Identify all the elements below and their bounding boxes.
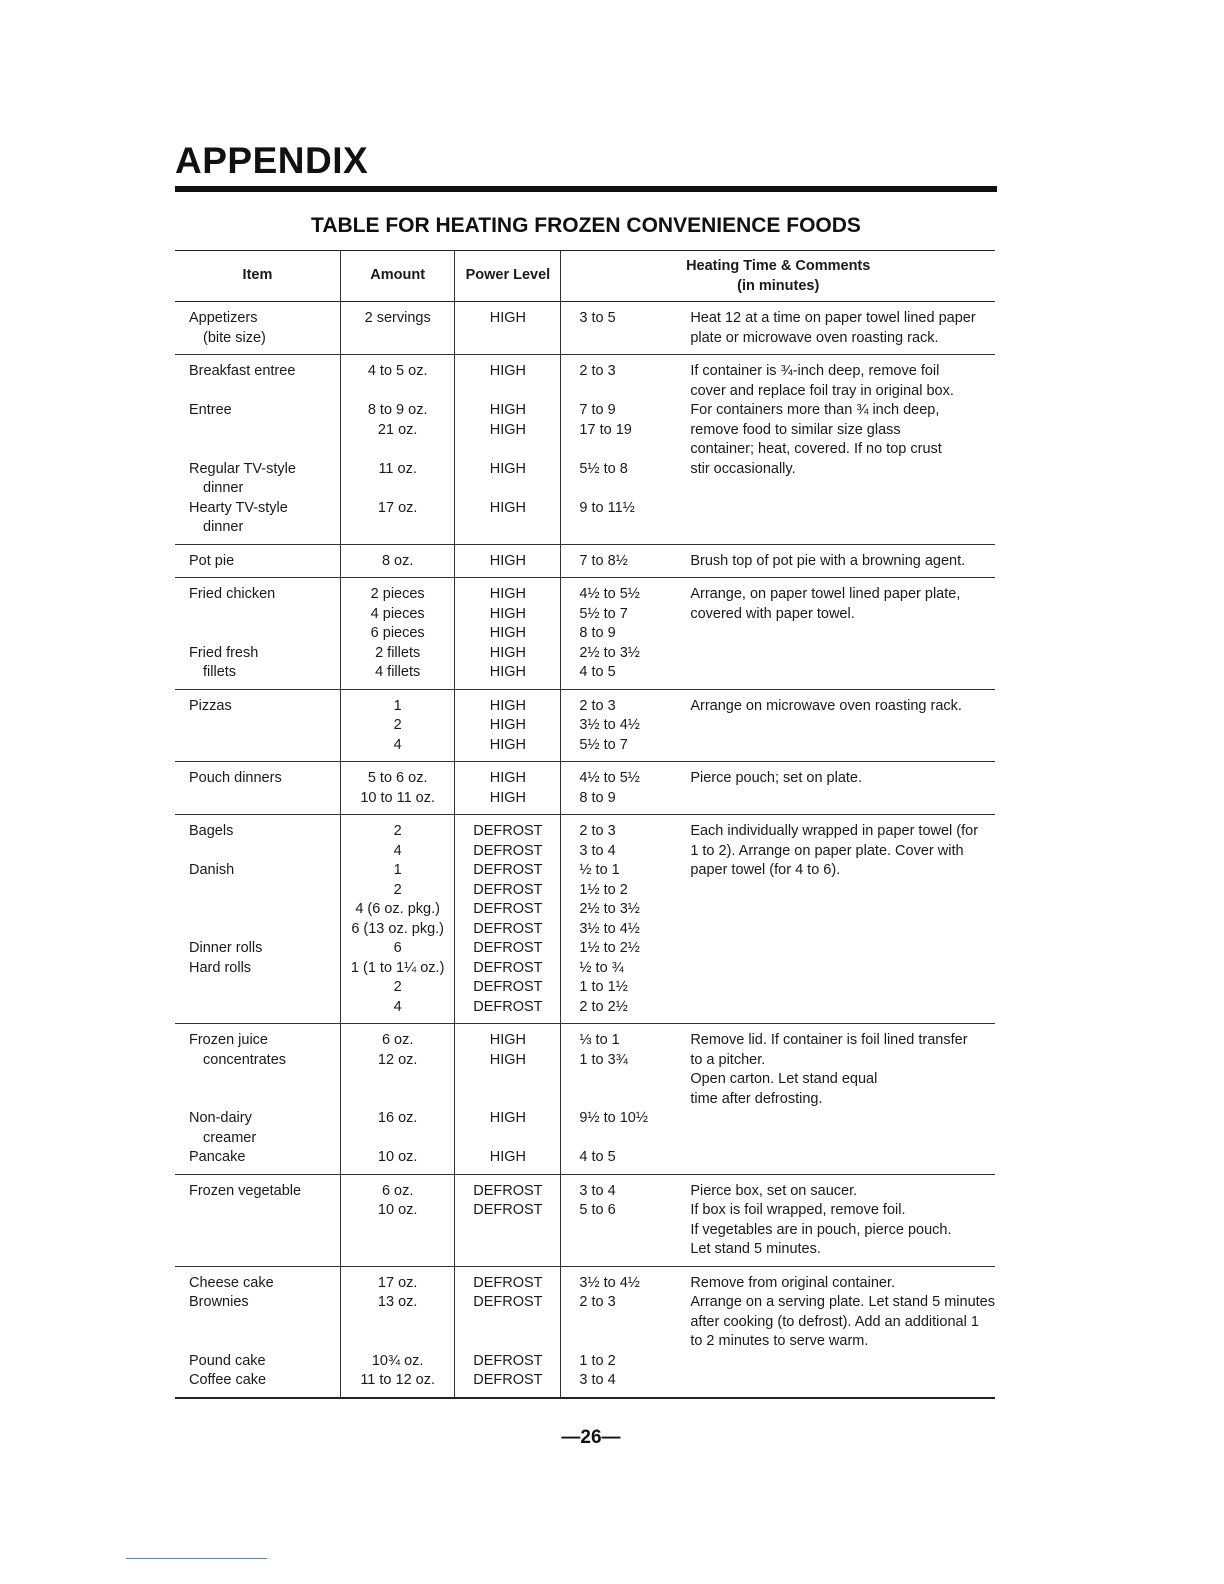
item-name [189, 842, 340, 862]
power-level [455, 1070, 560, 1090]
power-level [455, 518, 560, 538]
amount-cell [340, 544, 454, 578]
item-name [189, 382, 340, 402]
amount-value: 10 oz. [377, 1202, 418, 1218]
power-level: HIGH [489, 789, 527, 806]
comment-line: Each individually wrapped in paper towel (for [690, 823, 979, 839]
heating-time: 3½ to 4½ [579, 920, 640, 937]
item-name [189, 998, 340, 1018]
comment-line: Heat 12 at a time on paper towel lined paper [690, 310, 976, 326]
item-name [189, 900, 340, 920]
table-title: TABLE FOR HEATING FROZEN CONVENIENCE FOODS [311, 214, 861, 237]
comment-line: Let stand 5 minutes. [690, 1241, 821, 1257]
heating-time: 8 to 9 [579, 625, 616, 641]
amount-value: 2 [393, 823, 402, 839]
item-name: Pancake [189, 1149, 246, 1165]
power-level: HIGH [489, 586, 527, 602]
heating-time: 4 to 5 [579, 1149, 616, 1165]
item-cell [175, 762, 340, 815]
table-row [175, 815, 995, 1024]
power-column-header: Power Level [455, 251, 561, 302]
item-name: Pound cake [189, 1352, 266, 1369]
heating-column-header [561, 251, 995, 302]
amount-value: 4 [393, 842, 402, 859]
heating-time: 7 to 9 [579, 402, 616, 418]
amount-value [341, 479, 454, 499]
power-level: HIGH [489, 460, 527, 477]
item-name: Pot pie [189, 552, 235, 569]
comment-line: plate or microwave oven roasting rack. [690, 329, 939, 346]
item-name [189, 421, 340, 441]
item-name: Hearty TV-style [189, 499, 288, 516]
amount-value: 17 oz. [377, 1274, 418, 1291]
comment-line: after cooking (to defrost). Add an additional 1 [690, 1313, 979, 1330]
comment-line: 1 to 2). Arrange on paper plate. Cover with [690, 842, 964, 859]
heating-time: 9½ to 10½ [579, 1110, 648, 1126]
heating-time: 1½ to 2 [579, 881, 628, 898]
power-level: HIGH [489, 717, 527, 733]
time-cell [561, 815, 690, 1024]
comments-cell [690, 689, 995, 762]
comment-line: cover and replace foil tray in original box. [690, 382, 954, 399]
amount-value [341, 440, 454, 460]
item-name [189, 1090, 340, 1110]
comment-line: to a pitcher. [690, 1051, 766, 1068]
heating-time: 2 to 2½ [579, 998, 628, 1015]
power-level [455, 1313, 560, 1333]
power-level: DEFROST [473, 862, 543, 878]
item-name: creamer [203, 1129, 257, 1146]
amount-value: 11 oz. [378, 460, 417, 477]
heating-time: 17 to 19 [579, 421, 632, 438]
item-name: fillets [203, 664, 237, 680]
heating-time: 4½ to 5½ [579, 586, 640, 602]
power-cell [455, 578, 561, 690]
amount-cell [340, 1024, 454, 1175]
power-level: DEFROST [473, 901, 543, 917]
amount-value: 8 oz. [381, 552, 414, 569]
item-name: dinner [203, 519, 244, 535]
comment-line: For containers more than ¾ inch deep, [690, 402, 940, 418]
heating-time: 3½ to 4½ [579, 717, 640, 733]
heating-time: 2 to 3 [579, 697, 616, 714]
item-cell [175, 815, 340, 1024]
item-cell [175, 544, 340, 578]
comment-line: time after defrosting. [690, 1090, 823, 1107]
power-level [455, 382, 560, 402]
amount-value: 4 fillets [375, 664, 421, 680]
heating-time: 1 to 1½ [579, 979, 628, 995]
amount-value: 2 [393, 979, 402, 995]
item-name: Frozen juice [189, 1032, 268, 1048]
item-name [189, 920, 340, 940]
amount-value: 4 [393, 998, 402, 1015]
amount-value: 2 servings [364, 310, 431, 326]
amount-value [341, 1090, 454, 1110]
power-level: HIGH [489, 664, 527, 680]
item-name [189, 624, 340, 644]
footer-rule [126, 1558, 267, 1559]
amount-value [341, 1129, 454, 1149]
heating-time: 3 to 4 [579, 1182, 616, 1199]
item-name: Non-dairy [189, 1110, 252, 1126]
amount-value [341, 518, 454, 538]
power-level: HIGH [489, 1110, 527, 1126]
amount-value: 12 oz. [377, 1051, 418, 1068]
item-name [189, 1332, 340, 1352]
heating-time: 5½ to 8 [579, 460, 628, 477]
item-name [189, 881, 340, 901]
power-level: HIGH [489, 644, 527, 661]
item-cell [175, 689, 340, 762]
amount-value: 8 to 9 oz. [367, 402, 428, 418]
comment-line: Brush top of pot pie with a browning agent. [690, 552, 966, 569]
item-name: Pouch dinners [189, 770, 282, 786]
power-level: DEFROST [473, 998, 543, 1015]
amount-cell [340, 1174, 454, 1266]
comments-cell [690, 762, 995, 815]
power-cell [455, 355, 561, 545]
comment-line: stir occasionally. [690, 460, 796, 477]
comment-line: If box is foil wrapped, remove foil. [690, 1202, 906, 1218]
comment-line: paper towel (for 4 to 6). [690, 862, 841, 878]
heating-time: 3 to 5 [579, 310, 616, 326]
item-name: (bite size) [203, 329, 266, 346]
amount-value [341, 1313, 454, 1333]
heating-header-line2: (in minutes) [737, 278, 820, 294]
amount-value: 6 (13 oz. pkg.) [351, 920, 444, 937]
power-level [455, 1332, 560, 1352]
power-level: HIGH [489, 402, 527, 418]
power-cell [455, 1024, 561, 1175]
amount-value [341, 382, 454, 402]
power-level: DEFROST [473, 1352, 543, 1369]
heating-time: 1 to 3¾ [579, 1051, 628, 1068]
item-cell [175, 302, 340, 355]
heating-time: 9 to 11½ [579, 499, 635, 516]
amount-value [341, 1332, 454, 1352]
heating-time: 3 to 4 [579, 1372, 616, 1388]
power-level: HIGH [489, 1149, 527, 1165]
heating-time: 3½ to 4½ [579, 1274, 640, 1291]
amount-cell [340, 1266, 454, 1398]
time-cell [561, 578, 690, 690]
power-cell [455, 762, 561, 815]
item-name: Cheese cake [189, 1274, 274, 1291]
amount-value: 2 pieces [370, 586, 425, 602]
item-name: Coffee cake [189, 1372, 267, 1388]
power-level: HIGH [489, 625, 527, 641]
power-cell [455, 302, 561, 355]
item-column-header: Item [175, 251, 340, 302]
amount-value: 10 oz. [377, 1149, 418, 1165]
heating-time: ½ to 1 [579, 862, 620, 878]
table-row [175, 355, 995, 545]
comments-cell [690, 544, 995, 578]
heating-time [579, 1313, 690, 1333]
table-row [175, 1024, 995, 1175]
heating-time: ½ to ¾ [579, 959, 624, 976]
comments-cell [690, 1266, 995, 1398]
heating-time: 7 to 8½ [579, 552, 628, 569]
heating-time: 1 to 2 [579, 1352, 616, 1369]
item-cell [175, 355, 340, 545]
heating-time [579, 440, 690, 460]
item-name: Frozen vegetable [189, 1182, 302, 1199]
comments-cell [690, 815, 995, 1024]
item-cell [175, 1024, 340, 1175]
table-body [175, 302, 995, 1398]
item-name [189, 440, 340, 460]
heating-time: 2½ to 3½ [579, 644, 640, 661]
power-level: HIGH [489, 552, 527, 569]
item-name: concentrates [203, 1051, 287, 1068]
power-level: HIGH [489, 1051, 527, 1068]
amount-value: 4 pieces [370, 605, 425, 622]
amount-value: 17 oz. [377, 499, 418, 516]
amount-value: 21 oz. [377, 421, 418, 438]
amount-value: 13 oz. [377, 1294, 418, 1310]
comment-line: If vegetables are in pouch, pierce pouch. [690, 1221, 952, 1238]
power-level: DEFROST [473, 881, 543, 898]
heating-time [579, 1070, 690, 1090]
item-name: Danish [189, 862, 235, 878]
heating-time: 5½ to 7 [579, 736, 628, 753]
heating-time [579, 518, 690, 538]
heating-time [579, 1129, 690, 1149]
item-name: Bagels [189, 823, 234, 839]
power-level: DEFROST [473, 1372, 543, 1388]
time-cell [561, 1174, 690, 1266]
heating-time [579, 1332, 690, 1352]
comment-line: Arrange, on paper towel lined paper plate, [690, 586, 961, 602]
comments-cell [690, 302, 995, 355]
item-cell [175, 1174, 340, 1266]
amount-value: 6 pieces [370, 625, 425, 641]
amount-value: 6 [393, 940, 402, 956]
item-name: Fried chicken [189, 586, 276, 602]
power-level [455, 1129, 560, 1149]
item-name: Hard rolls [189, 959, 252, 976]
heating-time [579, 479, 690, 499]
heating-time: 5½ to 7 [579, 605, 628, 622]
comment-line: Open carton. Let stand equal [690, 1071, 878, 1087]
power-level: DEFROST [473, 842, 543, 859]
item-name: Entree [189, 402, 232, 418]
table-row [175, 578, 995, 690]
item-cell [175, 1266, 340, 1398]
power-level: HIGH [489, 421, 527, 438]
heating-time [579, 1090, 690, 1110]
power-level: DEFROST [473, 823, 543, 839]
page-number: —26— [561, 1427, 621, 1448]
amount-value: 2 [393, 881, 402, 898]
amount-cell [340, 689, 454, 762]
comment-line: Remove lid. If container is foil lined transfer [690, 1032, 968, 1048]
power-level: HIGH [489, 310, 527, 326]
power-level: DEFROST [473, 1294, 543, 1310]
power-level: HIGH [489, 499, 527, 516]
item-name: Dinner rolls [189, 940, 263, 956]
comments-cell [690, 1024, 995, 1175]
power-level: HIGH [489, 1032, 527, 1048]
amount-cell [340, 355, 454, 545]
time-cell [561, 302, 690, 355]
heading-rule [175, 186, 997, 192]
table-row [175, 302, 995, 355]
item-name [189, 978, 340, 998]
power-cell [455, 689, 561, 762]
heating-time: 4½ to 5½ [579, 770, 640, 786]
power-level: DEFROST [473, 920, 543, 937]
heating-time: 2 to 3 [579, 1294, 616, 1310]
item-name [189, 1070, 340, 1090]
amount-cell [340, 302, 454, 355]
amount-value: 11 to 12 oz. [360, 1372, 436, 1388]
heating-time: 1½ to 2½ [579, 940, 640, 956]
heating-time: ⅓ to 1 [579, 1032, 620, 1048]
amount-value: 1 (1 to 1¼ oz.) [350, 959, 445, 976]
comment-line: container; heat, covered. If no top crust [690, 441, 942, 457]
comments-cell [690, 355, 995, 545]
comment-line: Remove from original container. [690, 1274, 896, 1291]
amount-value: 10¾ oz. [371, 1352, 424, 1369]
item-name: Fried fresh [189, 644, 259, 661]
comment-line: remove food to similar size glass [690, 421, 901, 438]
heating-header-line1: Heating Time & Comments [686, 258, 871, 274]
heating-time: 2 to 3 [579, 823, 616, 839]
table-row [175, 762, 995, 815]
power-level: DEFROST [473, 979, 543, 995]
item-name: Regular TV-style [189, 460, 296, 477]
power-level [455, 479, 560, 499]
comments-cell [690, 578, 995, 690]
amount-value: 4 (6 oz. pkg.) [355, 901, 440, 917]
amount-value: 1 [393, 862, 402, 878]
heating-time: 4 to 5 [579, 664, 616, 680]
amount-value: 4 to 5 oz. [367, 363, 428, 379]
power-level: DEFROST [473, 1202, 543, 1218]
amount-value: 16 oz. [377, 1110, 418, 1126]
time-cell [561, 1024, 690, 1175]
power-level: HIGH [489, 736, 527, 753]
power-level: DEFROST [473, 959, 543, 976]
comment-line: If container is ¾-inch deep, remove foil [690, 363, 940, 379]
item-name: Breakfast entree [189, 363, 296, 379]
amount-value: 10 to 11 oz. [360, 789, 436, 806]
amount-value: 4 [393, 736, 402, 753]
power-cell [455, 544, 561, 578]
amount-value: 5 to 6 oz. [367, 770, 428, 786]
heating-time: 3 to 4 [579, 842, 616, 859]
amount-value: 1 [393, 697, 402, 714]
heating-time: 2½ to 3½ [579, 901, 640, 917]
amount-column-header: Amount [340, 251, 454, 302]
comment-line: Pierce pouch; set on plate. [690, 770, 863, 786]
power-cell [455, 1174, 561, 1266]
power-level [455, 440, 560, 460]
table-row [175, 689, 995, 762]
amount-value [341, 1070, 454, 1090]
heating-time: 8 to 9 [579, 789, 616, 806]
power-level: DEFROST [473, 940, 543, 956]
heating-time: 2 to 3 [579, 363, 616, 379]
appendix-heading: APPENDIX [175, 140, 369, 181]
comment-line: Arrange on microwave oven roasting rack. [690, 697, 962, 714]
item-name: Pizzas [189, 697, 232, 714]
amount-value: 6 oz. [381, 1182, 414, 1199]
power-level: HIGH [489, 605, 527, 622]
table-row [175, 544, 995, 578]
comment-line: Pierce box, set on saucer. [690, 1182, 858, 1199]
table-row [175, 1266, 995, 1398]
time-cell [561, 355, 690, 545]
item-name [189, 605, 340, 625]
amount-cell [340, 578, 454, 690]
power-level: HIGH [489, 770, 527, 786]
power-level: HIGH [489, 363, 527, 379]
power-cell [455, 815, 561, 1024]
item-name: Brownies [189, 1294, 249, 1310]
power-level: DEFROST [473, 1182, 543, 1199]
comment-line: Arrange on a serving plate. Let stand 5 minutes [690, 1294, 995, 1310]
time-cell [561, 544, 690, 578]
heating-table [175, 250, 995, 1399]
table-header-row [175, 251, 995, 302]
comment-line: to 2 minutes to serve warm. [690, 1333, 869, 1349]
amount-value: 6 oz. [381, 1032, 414, 1048]
item-cell [175, 578, 340, 690]
time-cell [561, 762, 690, 815]
power-cell [455, 1266, 561, 1398]
amount-value: 2 fillets [375, 644, 421, 661]
comments-cell [690, 1174, 995, 1266]
heating-time: 5 to 6 [579, 1202, 616, 1218]
heating-time [579, 382, 690, 402]
comment-line: covered with paper towel. [690, 605, 855, 622]
power-level: DEFROST [473, 1274, 543, 1291]
item-name [189, 1313, 340, 1333]
table-row [175, 1174, 995, 1266]
item-name: dinner [203, 480, 244, 496]
item-name: Appetizers [189, 310, 258, 326]
power-level [455, 1090, 560, 1110]
time-cell [561, 1266, 690, 1398]
time-cell [561, 689, 690, 762]
amount-cell [340, 762, 454, 815]
power-level: HIGH [489, 697, 527, 714]
amount-value: 2 [393, 717, 402, 733]
amount-cell [340, 815, 454, 1024]
